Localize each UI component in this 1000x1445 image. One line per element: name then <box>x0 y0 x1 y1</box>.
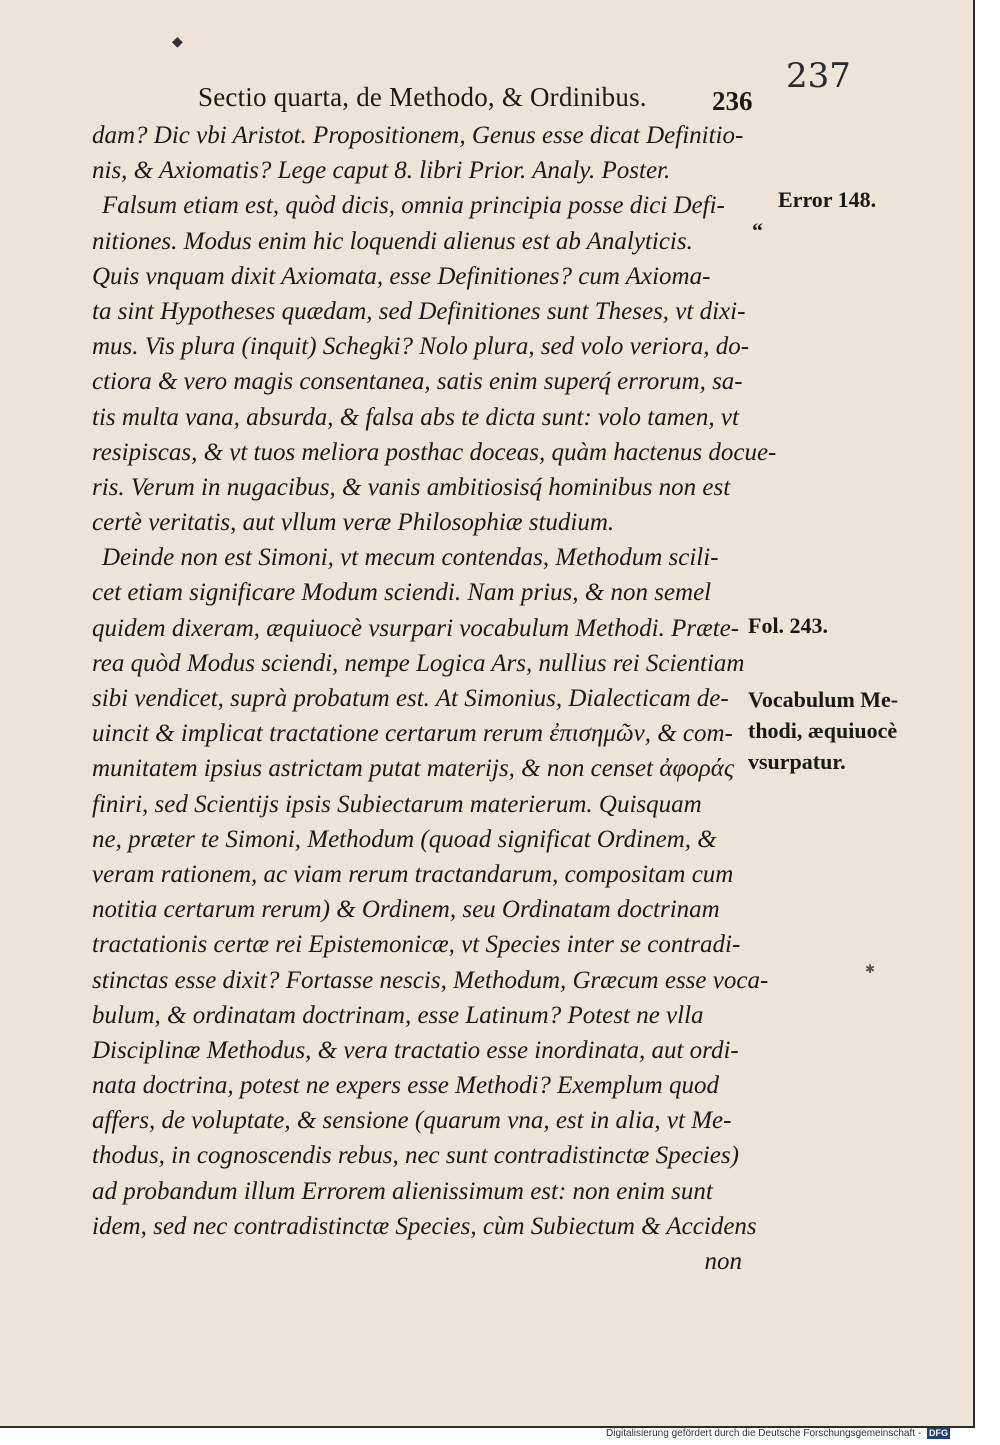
text-line: affers, de voluptate, & sensione (quarum vna, est in alia, vt Me- <box>92 1107 732 1135</box>
text-line: ctiora & vero magis consentanea, satis enim superq́ errorum, sa- <box>92 368 743 396</box>
footer-text: Digitalisierung gefördert durch die Deutsche Forschungsgemeinschaft - <box>606 1428 922 1440</box>
margin-note-error: Error 148. <box>778 187 877 212</box>
text-line: uincit & implicat tractatione certarum rerum ἐπισημῶν, & com- <box>92 720 733 748</box>
text-line: idem, sed nec contradistinctæ Species, cùm Subiectum & Accidens <box>92 1212 757 1240</box>
catchword: non <box>704 1248 742 1275</box>
text-line: veram rationem, ac viam rerum tractandarum, compositam cum <box>92 860 734 888</box>
body-text <box>92 118 777 1279</box>
text-line: cet etiam significare Modum sciendi. Nam prius, & non semel <box>92 579 712 607</box>
margin-note-folio: Fol. 243. <box>748 613 829 638</box>
text-line: ris. Verum in nugacibus, & vanis ambitiosisq́ hominibus non est <box>92 473 731 501</box>
margin-note-vocabulum <box>748 684 898 777</box>
text-line: tis multa vana, absurda, & falsa abs te dicta sunt: volo tamen, vt <box>92 403 739 431</box>
text-line: quidem dixeram, æquiuocè vsurpari vocabulum Methodi. Præte- <box>92 614 740 642</box>
text-line: Disciplinæ Methodus, & vera tractatio esse inordinata, aut ordi- <box>92 1036 739 1064</box>
running-head: Sectio quarta, de Methodo, & Ordinibus. <box>198 82 647 112</box>
text-line: nitiones. Modus enim hic loquendi alienus est ab Analyticis. <box>92 227 693 255</box>
text-line: thodus, in cognoscendis rebus, nec sunt contradistinctæ Species) <box>92 1142 739 1170</box>
page-number: 236 <box>712 86 753 116</box>
margin-quote-mark: “ <box>752 218 763 243</box>
text-line: tractationis certæ rei Epistemonicæ, vt Species inter se contradi- <box>92 931 741 959</box>
dfg-logo-icon: DFG <box>928 1428 948 1438</box>
text-line: nis, & Axiomatis? Lege caput 8. libri Prior. Analy. Poster. <box>92 157 671 185</box>
text-line: mus. Vis plura (inquit) Schegki? Nolo plura, sed volo veriora, do- <box>92 333 750 361</box>
text-line: dam? Dic vbi Aristot. Propositionem, Genus esse dicat Definitio- <box>92 122 744 149</box>
text-line: Falsum etiam est, quòd dicis, omnia principia posse dici Defi- <box>102 192 725 220</box>
margin-note-line: thodi, æquiuocè <box>748 718 898 743</box>
text-line: nata doctrina, potest ne expers esse Methodi? Exemplum quod <box>92 1072 719 1100</box>
margin-note-line: vsurpatur. <box>748 749 846 774</box>
text-line: Quis vnquam dixit Axiomata, esse Definitiones? cum Axioma- <box>92 262 711 290</box>
text-line: ne, præter te Simoni, Methodum (quoad significat Ordinem, & <box>92 825 717 853</box>
text-line: ta sint Hypotheses quædam, sed Definitiones sunt Theses, vt dixi- <box>92 297 746 325</box>
text-line: Deinde non est Simoni, vt mecum contendas, Methodum scili- <box>102 544 719 572</box>
text-line: stinctas esse dixit? Fortasse nescis, Methodum, Græcum esse voca- <box>92 966 769 994</box>
text-line: certè veritatis, aut vllum veræ Philosophiæ studium. <box>92 509 615 537</box>
ink-speck: ✱ <box>865 962 876 976</box>
text-line: ad probandum illum Errorem alienissimum est: non enim sunt <box>92 1177 713 1205</box>
handwritten-page-number: 237 <box>786 56 851 96</box>
text-line: finiri, sed Scientijs ipsis Subiectarum materierum. Quisquam <box>92 790 702 818</box>
text-line: sibi vendicet, suprà probatum est. At Simonius, Dialecticam de- <box>92 685 729 712</box>
text-line: munitatem ipsius astrictam putat materijs, & non censet ἀφοράς <box>92 755 735 783</box>
text-line: notitia certarum rerum) & Ordinem, seu Ordinatam doctrinam <box>92 896 720 924</box>
text-line: resipiscas, & vt tuos meliora posthac doceas, quàm hactenus docue- <box>92 438 777 466</box>
ink-dot: ◆ <box>172 34 183 50</box>
text-line: bulum, & ordinatam doctrinam, esse Latinum? Potest ne vlla <box>92 1001 704 1029</box>
text-line: rea quòd Modus sciendi, nempe Logica Ars, nullius rei Scientiam <box>92 649 745 677</box>
margin-note-line: Vocabulum Me- <box>748 687 899 712</box>
funding-footer <box>606 1428 950 1439</box>
